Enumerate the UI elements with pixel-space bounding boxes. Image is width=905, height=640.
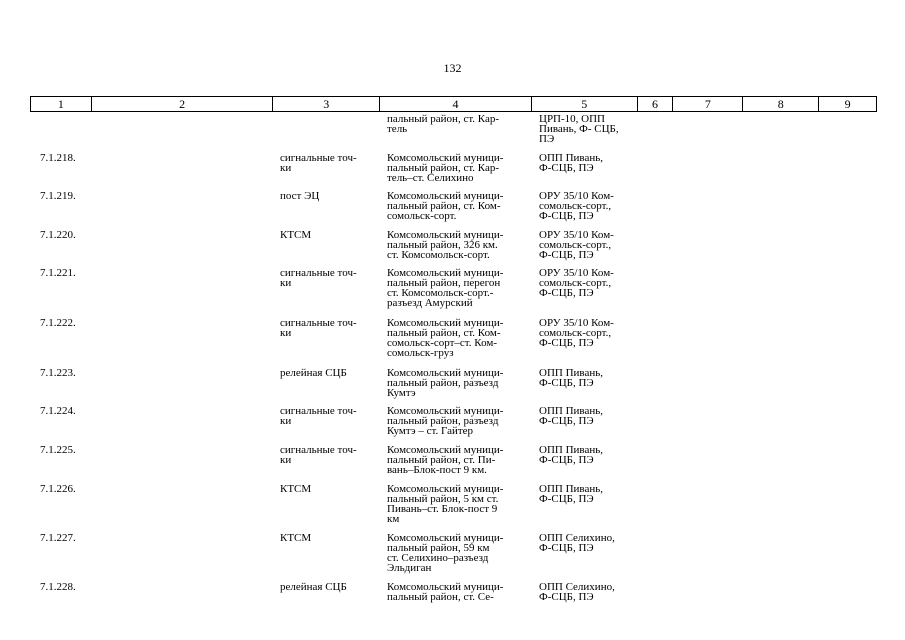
source-cell: ОПП Пивань, Ф-СЦБ, ПЭ [539, 405, 603, 427]
location-cell: Комсомольский муници- пальный район, ст. Се- [387, 581, 504, 603]
row-number: 7.1.226. [40, 483, 76, 495]
header-col-8: 8 [743, 97, 819, 111]
row-number: 7.1.223. [40, 367, 76, 379]
source-cell: ОПП Пивань, Ф-СЦБ, ПЭ [539, 444, 603, 466]
header-col-2: 2 [92, 97, 274, 111]
location-cell: Комсомольский муници- пальный район, 5 км ст. Пивань–ст. Блок-пост 9 км [387, 483, 504, 525]
row-number: 7.1.220. [40, 229, 76, 241]
row-number: 7.1.221. [40, 267, 76, 279]
row-number: 7.1.224. [40, 405, 76, 417]
object-cell: КТСМ [280, 532, 312, 544]
source-cell: ОРУ 35/10 Ком- сомольск-сорт., Ф-СЦБ, ПЭ [539, 317, 614, 349]
header-col-5: 5 [532, 97, 638, 111]
location-cell: Комсомольский муници- пальный район, разъезд Кумтэ [387, 367, 504, 399]
row-number: 7.1.228. [40, 581, 76, 593]
location-cell: Комсомольский муници- пальный район, ст. Ком- сомольск-сорт. [387, 190, 504, 222]
location-cell: Комсомольский муници- пальный район, ст. Пи- вань–Блок-пост 9 км. [387, 444, 504, 476]
object-cell: релейная СЦБ [280, 367, 347, 379]
source-cell: ОПП Пивань, Ф-СЦБ, ПЭ [539, 483, 603, 505]
location-cell: Комсомольский муници- пальный район, ст. Ком- сомольск-сорт–ст. Ком- сомольск-груз [387, 317, 504, 359]
object-cell: КТСМ [280, 483, 312, 495]
source-cell: ОПП Селихино, Ф-СЦБ, ПЭ [539, 581, 615, 603]
row-number: 7.1.218. [40, 152, 76, 164]
object-cell: сигнальные точ- ки [280, 152, 357, 174]
location-cell: Комсомольский муници- пальный район, ст. Кар- тель–ст. Селихино [387, 152, 504, 184]
header-col-9: 9 [844, 97, 851, 111]
object-cell: сигнальные точ- ки [280, 317, 357, 339]
row-number: 7.1.225. [40, 444, 76, 456]
header-col-6: 6 [638, 97, 674, 111]
header-col-3: 3 [273, 97, 380, 111]
object-cell: пост ЭЦ [280, 190, 320, 202]
object-cell: релейная СЦБ [280, 581, 347, 593]
row-number: 7.1.219. [40, 190, 76, 202]
object-cell: КТСМ [280, 229, 312, 241]
source-cell: ОПП Селихино, Ф-СЦБ, ПЭ [539, 532, 615, 554]
row-number: 7.1.227. [40, 532, 76, 544]
source-cell: ОПП Пивань, Ф-СЦБ, ПЭ [539, 152, 603, 174]
source-cell: ЦРП-10, ОПП Пивань, Ф- СЦБ, ПЭ [539, 113, 619, 145]
row-number: 7.1.222. [40, 317, 76, 329]
header-col-4: 4 [380, 97, 532, 111]
header-col-7: 7 [673, 97, 743, 111]
object-cell: сигнальные точ- ки [280, 444, 357, 466]
object-cell: сигнальные точ- ки [280, 405, 357, 427]
location-cell: пальный район, ст. Кар- тель [387, 113, 500, 135]
source-cell: ОПП Пивань, Ф-СЦБ, ПЭ [539, 367, 603, 389]
source-cell: ОРУ 35/10 Ком- сомольск-сорт., Ф-СЦБ, ПЭ [539, 190, 614, 222]
location-cell: Комсомольский муници- пальный район, разъезд Кумтэ – ст. Гайтер [387, 405, 504, 437]
location-cell: Комсомольский муници- пальный район, перегон ст. Комсомольск-сорт.- разъезд Амурский [387, 267, 504, 309]
header-col-1: 1 [31, 97, 92, 111]
source-cell: ОРУ 35/10 Ком- сомольск-сорт., Ф-СЦБ, ПЭ [539, 229, 614, 261]
location-cell: Комсомольский муници- пальный район, 326 км. ст. Комсомольск-сорт. [387, 229, 504, 261]
object-cell: сигнальные точ- ки [280, 267, 357, 289]
source-cell: ОРУ 35/10 Ком- сомольск-сорт., Ф-СЦБ, ПЭ [539, 267, 614, 299]
page-number: 132 [443, 61, 462, 75]
table-header [30, 96, 877, 112]
location-cell: Комсомольский муници- пальный район, 59 км ст. Селихино–разъезд Эльдиган [387, 532, 504, 574]
